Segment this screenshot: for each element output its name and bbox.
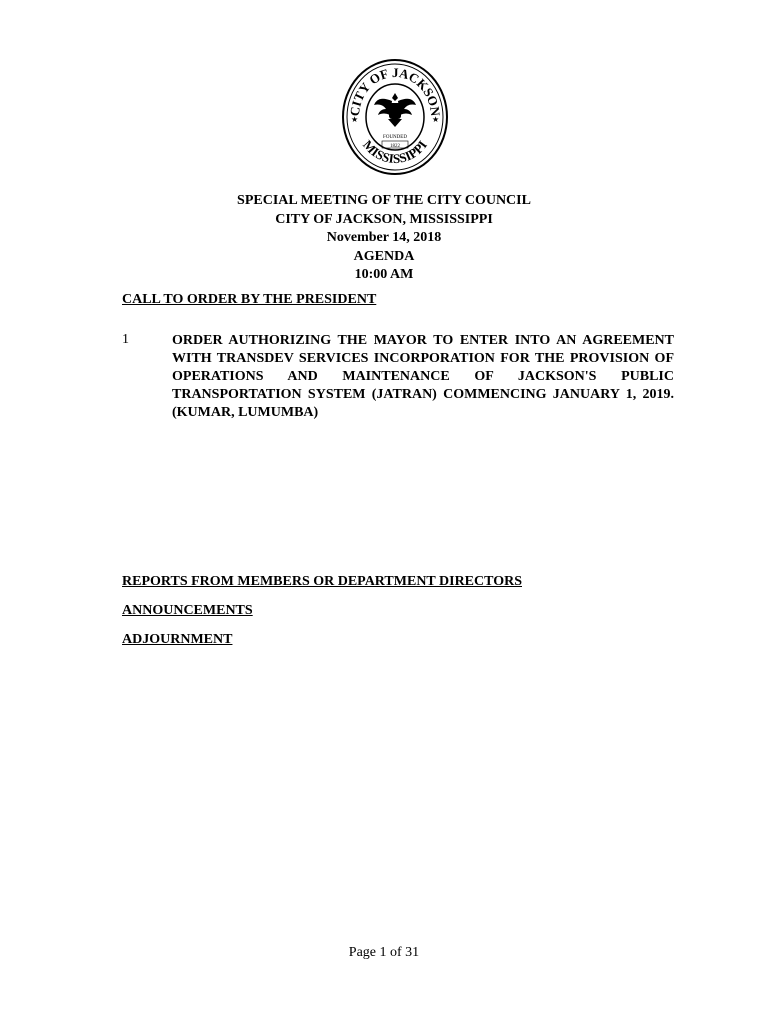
call-to-order-heading: CALL TO ORDER BY THE PRESIDENT [122,292,377,307]
seal-top-text: CITY OF JACKSON [346,64,444,117]
meeting-time: 10:00 AM [354,267,414,282]
meeting-title: SPECIAL MEETING OF THE CITY COUNCIL [237,193,531,208]
seal-bottom-text: MISSISSIPPI [360,137,430,167]
city-seal-logo [342,59,448,175]
agenda-header [0,192,768,285]
seal-star-right: ★ [432,115,440,124]
seal-star-left: ★ [351,115,359,124]
agenda-title: AGENDA [353,248,415,264]
announcements-heading: ANNOUNCEMENTS [122,603,253,618]
adjournment-heading: ADJOURNMENT [122,632,233,647]
reports-heading: REPORTS FROM MEMBERS OR DEPARTMENT DIRECTORS [122,574,522,589]
city-name: CITY OF JACKSON, MISSISSIPPI [275,211,493,227]
agenda-item-number: 1 [122,332,129,347]
agenda-item-text: ORDER AUTHORIZING THE MAYOR TO ENTER INTO AN AGREEMENT WITH TRANSDEV SERVICES INCORPORATION FOR THE PROVISION OF OPERATIONS AND MAINTENANCE OF JACKSON'S PUBLIC TRANSPORTATION SYSTEM (JATRAN) COMMENCING JANUARY 1, 2019. (KUMAR, LUMUMBA) [172,333,674,420]
meeting-date: November 14, 2018 [326,230,442,245]
page-number: Page 1 of 31 [348,945,420,960]
seal-founded-text: FOUNDED [383,135,407,140]
seal-year-text: 1822 [390,144,400,149]
